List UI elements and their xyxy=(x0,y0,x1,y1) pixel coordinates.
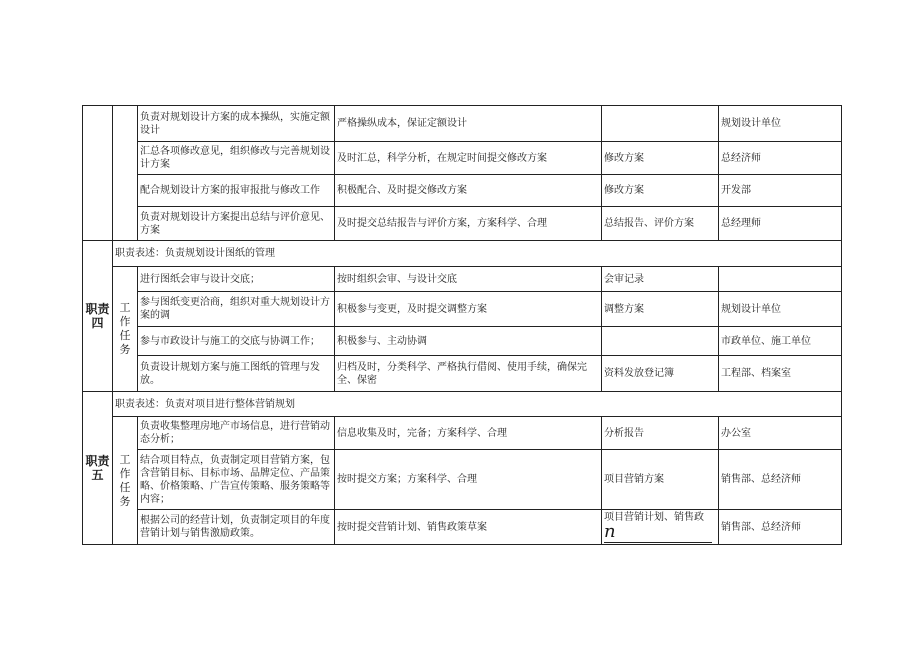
task-cell: 进行图纸会审与设计交底； xyxy=(138,267,335,292)
task-cell: 配合规划设计方案的报审报批与修改工作 xyxy=(138,175,335,207)
table-row xyxy=(83,106,842,142)
duty-label-four: 职责四 xyxy=(83,241,113,392)
work-task-label: 工作任务 xyxy=(113,417,138,545)
table-row xyxy=(83,292,842,327)
dept-cell: 规划设计单位 xyxy=(719,106,842,142)
table-row xyxy=(83,267,842,292)
dept-cell: 销售部、总经济师 xyxy=(719,510,842,545)
dept-cell: 总经理师 xyxy=(719,207,842,241)
duty-label-cell xyxy=(83,106,113,241)
result-cell: 项目营销方案 xyxy=(602,450,719,510)
dept-cell: 销售部、总经济师 xyxy=(719,450,842,510)
task-cell: 结合项目特点，负责制定项目营销方案，包含营销目标、目标市场、品牌定位、产品策略、价格策略、广告宣传策略、服务策略等内容； xyxy=(138,450,335,510)
result-cell: 修改方案 xyxy=(602,142,719,175)
duty-description: 职责表述：负责规划设计图纸的管理 xyxy=(113,241,842,267)
standard-cell: 信息收集及时，完备；方案科学、合理 xyxy=(335,417,602,450)
standard-cell: 归档及时，分类科学、严格执行借阅、使用手续，确保完全、保密 xyxy=(335,356,602,392)
task-cell: 负责收集整理房地产市场信息，进行营销动态分析； xyxy=(138,417,335,450)
standard-cell: 按时提交方案；方案科学、合理 xyxy=(335,450,602,510)
table-row xyxy=(83,356,842,392)
result-cell: 调整方案 xyxy=(602,292,719,327)
result-overflow-glyph: n xyxy=(604,521,616,542)
dept-cell: 工程部、档案室 xyxy=(719,356,842,392)
standard-cell: 按时组织会审、与设计交底 xyxy=(335,267,602,292)
result-cell: 修改方案 xyxy=(602,175,719,207)
standard-cell: 按时提交营销计划、销售政策草案 xyxy=(335,510,602,545)
result-cell xyxy=(602,106,719,142)
task-cell: 负责设计规划方案与施工图纸的管理与发放。 xyxy=(138,356,335,392)
duty-label-five: 职责五 xyxy=(83,392,113,545)
task-cell: 参与图纸变更洽商，组织对重大规划设计方案的调 xyxy=(138,292,335,327)
standard-cell: 严格操纵成本，保证定额设计 xyxy=(335,106,602,142)
task-cell: 参与市政设计与施工的交底与协调工作； xyxy=(138,327,335,356)
task-cell: 根据公司的经营计划，负责制定项目的年度营销计划与销售激励政策。 xyxy=(138,510,335,545)
dept-cell: 总经济师 xyxy=(719,142,842,175)
standard-cell: 及时汇总，科学分析，在规定时间提交修改方案 xyxy=(335,142,602,175)
table-row xyxy=(83,241,842,267)
table-row xyxy=(83,417,842,450)
result-cell: 分析报告 xyxy=(602,417,719,450)
work-label-cell xyxy=(113,106,138,241)
standard-cell: 积极配合、及时提交修改方案 xyxy=(335,175,602,207)
standard-cell: 积极参与变更，及时提交调整方案 xyxy=(335,292,602,327)
dept-cell: 办公室 xyxy=(719,417,842,450)
table-row xyxy=(83,142,842,175)
table-row xyxy=(83,510,842,545)
standard-cell: 积极参与、主动协调 xyxy=(335,327,602,356)
table-row xyxy=(83,450,842,510)
result-cell: 总结报告、评价方案 xyxy=(602,207,719,241)
dept-cell: 开发部 xyxy=(719,175,842,207)
table-row xyxy=(83,175,842,207)
work-task-label: 工作任务 xyxy=(113,267,138,392)
blank-underline xyxy=(604,542,712,543)
task-cell: 负责对规划设计方案的成本操纵，实施定额设计 xyxy=(138,106,335,142)
dept-cell xyxy=(719,267,842,292)
result-cell xyxy=(602,327,719,356)
result-cell: 资料发放登记簿 xyxy=(602,356,719,392)
result-cell: 会审记录 xyxy=(602,267,719,292)
result-cell xyxy=(602,510,719,545)
table-row xyxy=(83,207,842,241)
table-row xyxy=(83,392,842,417)
result-text: 项目营销计划、销售政 xyxy=(604,512,704,523)
duty-description: 职责表述：负责对项目进行整体营销规划 xyxy=(113,392,842,417)
task-cell: 负责对规划设计方案提出总结与评价意见、方案 xyxy=(138,207,335,241)
dept-cell: 规划设计单位 xyxy=(719,292,842,327)
dept-cell: 市政单位、施工单位 xyxy=(719,327,842,356)
table-row xyxy=(83,327,842,356)
duty-table xyxy=(82,105,842,545)
standard-cell: 及时提交总结报告与评价方案，方案科学、合理 xyxy=(335,207,602,241)
task-cell: 汇总各项修改意见，组织修改与完善规划设计方案 xyxy=(138,142,335,175)
